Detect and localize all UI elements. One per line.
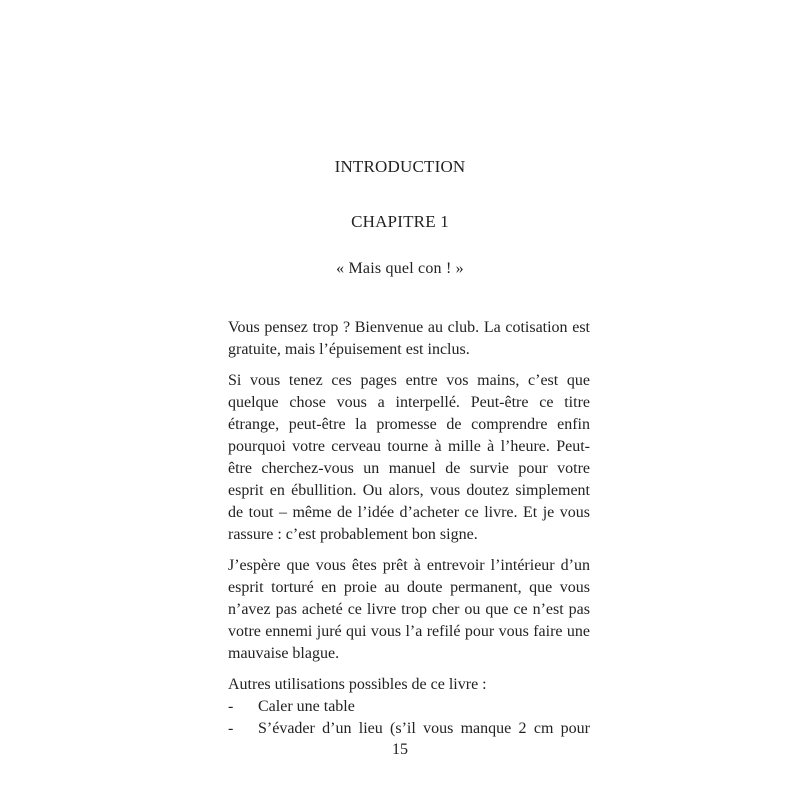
list-dash: - (228, 720, 234, 737)
list-item (228, 696, 590, 718)
list-dash: - (228, 698, 234, 715)
body-text (228, 317, 590, 740)
list-item-text: Caler une table (258, 698, 355, 715)
uses-list (228, 696, 590, 740)
list-item-text: S’évader d’un lieu (s’il vous manque 2 cm pour (258, 720, 590, 737)
list-intro: Autres utilisations possibles de ce livre : (228, 676, 487, 693)
paragraph: J’espère que vous êtes prêt à entrevoir l’intérieur d’un esprit torturé en proie au doute permanent, que vous n’avez pas acheté ce livre trop cher ou que ce n’est pas votre ennemi juré qui vous l’a refilé pour vous faire une mauvaise blague. (228, 557, 590, 662)
list-item (228, 718, 590, 740)
paragraph: Vous pensez trop ? Bienvenue au club. La cotisation est gratuite, mais l’épuisement est inclus. (228, 319, 590, 358)
chapter-subtitle: « Mais quel con ! » (336, 260, 464, 277)
section-title: INTRODUCTION (334, 157, 466, 176)
paragraph: Si vous tenez ces pages entre vos mains, c’est que quelque chose vous a interpellé. Peut-être ce titre étrange, peut-être la promesse de comprendre enfin pourquoi votre cerveau tourne à mille à l’heure. Peut-être cherchez-vous un manuel de survie pour votre esprit en ébullition. Ou alors, vous doutez simplement de tout – même de l’idée d’acheter ce livre. Et je vous rassure : c’est probablement bon signe. (228, 372, 590, 543)
chapter-title: CHAPITRE 1 (351, 212, 449, 231)
page-number: 15 (392, 741, 408, 758)
